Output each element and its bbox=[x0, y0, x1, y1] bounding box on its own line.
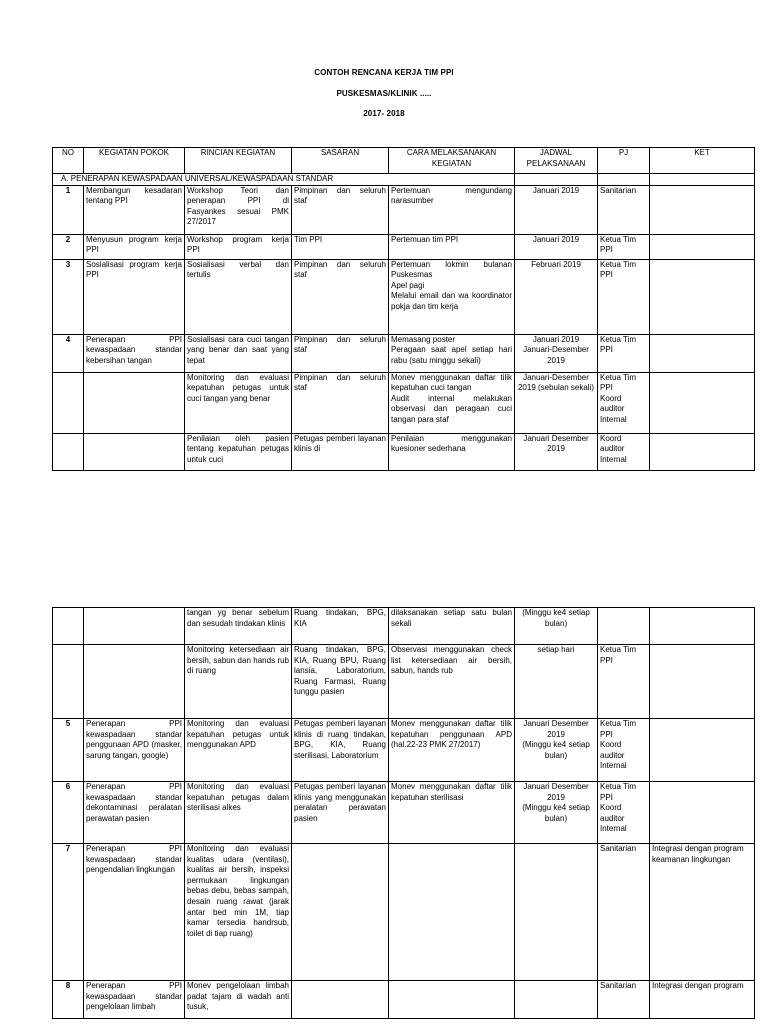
section-row bbox=[53, 174, 755, 186]
row-number bbox=[53, 608, 84, 645]
cara-cell: Monev menggunakan daftar tilik kepatuhan sterilisasi bbox=[389, 782, 515, 844]
pj-cell bbox=[598, 608, 650, 645]
col-header-rincian-kegiatan: RINCIAN KEGIATAN bbox=[185, 148, 292, 174]
cara-line: Pertemuan lokmin bulanan Puskesmas bbox=[391, 259, 512, 280]
sasaran-cell: Pimpinan dan seluruh staf bbox=[292, 372, 389, 433]
pj-cell: Sanitarian bbox=[598, 981, 650, 1019]
ket-cell bbox=[650, 608, 755, 645]
cara-cell: Pertemuan mengundang narasumber bbox=[389, 185, 515, 234]
section-title: A. PENERAPAN KEWASPADAAN UNIVERSAL/KEWASPADAAN STANDAR bbox=[53, 174, 515, 186]
jadwal-cell: Januari-Desember 2019 (sebulan sekali) bbox=[515, 372, 598, 433]
kegiatan-pokok-cell: Penerapan PPI kewaspadaan standar kebersihan tangan bbox=[84, 334, 185, 372]
cara-cell bbox=[389, 372, 515, 433]
cara-cell bbox=[389, 844, 515, 981]
pj-cell bbox=[598, 719, 650, 782]
ket-cell bbox=[650, 782, 755, 844]
rincian-cell: Monev pengelolaan limbah padat tajam di wadah anti tusuk, bbox=[185, 981, 292, 1019]
jadwal-cell: Februari 2019 bbox=[515, 259, 598, 334]
kegiatan-pokok-cell: Penerapan PPI kewaspadaan standar penggunaan APD (masker, sarung tangan, google) bbox=[84, 719, 185, 782]
table-row bbox=[53, 981, 755, 1019]
rincian-cell: Penilaian oleh pasien tentang kepatuhan petugas untuk cuci bbox=[185, 433, 292, 470]
row-number: 8 bbox=[53, 981, 84, 1019]
table-row bbox=[53, 719, 755, 782]
cara-cell: Observasi menggunakan check list ketersediaan air bersih, sabun, hands rub bbox=[389, 645, 515, 719]
jadwal-cell: setiap hari bbox=[515, 645, 598, 719]
table-row bbox=[53, 844, 755, 981]
row-number: 6 bbox=[53, 782, 84, 844]
kegiatan-pokok-cell bbox=[84, 372, 185, 433]
pj-cell: Ketua Tim PPI bbox=[598, 334, 650, 372]
sasaran-cell: Ruang tindakan, BPG, KIA bbox=[292, 608, 389, 645]
rincian-cell: Monitoring dan evaluasi kepatuhan petugas untuk menggunakan APD bbox=[185, 719, 292, 782]
col-header-jadwal: JADWAL PELAKSANAAN bbox=[515, 148, 598, 174]
pj-line: Ketua Tim PPI bbox=[600, 782, 637, 802]
row-number: 7 bbox=[53, 844, 84, 981]
rincian-cell: Monitoring ketersediaan air bersih, sabun dan hands rub di ruang bbox=[185, 645, 292, 719]
table-row bbox=[53, 782, 755, 844]
kegiatan-pokok-cell: Sosialisasi program kerja PPI bbox=[84, 259, 185, 334]
cara-cell bbox=[389, 259, 515, 334]
cara-line: Audit internal melakukan observasi dan peragaan cuci tangan para staf bbox=[391, 393, 512, 424]
ket-cell bbox=[650, 372, 755, 433]
sasaran-cell: Pimpinan dan seluruh staf bbox=[292, 259, 389, 334]
jadwal-cell bbox=[515, 782, 598, 844]
col-header-kegiatan-pokok: KEGIATAN POKOK bbox=[84, 148, 185, 174]
sasaran-cell: Ruang tindakan, BPG, KIA, Ruang BPU, Ruang lansia, Laboratorium, Ruang Farmasi, Ruang tunggu pasien bbox=[292, 645, 389, 719]
sasaran-cell bbox=[292, 844, 389, 981]
table-cell bbox=[515, 174, 598, 186]
table-row bbox=[53, 608, 755, 645]
table-row bbox=[53, 645, 755, 719]
kegiatan-pokok-cell: Penerapan PPI kewaspadaan standar pengendalian lingkungan bbox=[84, 844, 185, 981]
kegiatan-pokok-cell: Membangun kesadaran tentang PPI bbox=[84, 185, 185, 234]
col-header-no: NO bbox=[53, 148, 84, 174]
jadwal-cell: Januari Desember 2019 bbox=[515, 433, 598, 470]
ket-cell bbox=[650, 334, 755, 372]
jadwal-line: (Minggu ke4 setiap bulan) bbox=[522, 803, 590, 823]
pj-cell bbox=[598, 782, 650, 844]
jadwal-line: Januari Desember 2019 bbox=[523, 782, 589, 802]
cara-line: Apel pagi bbox=[391, 280, 425, 290]
sasaran-cell: Petugas pemberi layanan klinis di ruang tindakan, BPG, KIA, Ruang sterilisasi, Laboratorium bbox=[292, 719, 389, 782]
cara-line: Memasang poster bbox=[391, 334, 456, 344]
pj-cell: Sanitarian bbox=[598, 185, 650, 234]
jadwal-cell: Januari 2019 bbox=[515, 234, 598, 259]
pj-line: Koord auditor Internal bbox=[600, 803, 627, 834]
sasaran-cell: Tim PPI bbox=[292, 234, 389, 259]
cara-cell: dilaksanakan setiap satu bulan sekali bbox=[389, 608, 515, 645]
table-cell bbox=[650, 174, 755, 186]
sasaran-cell: Petugas pemberi layanan klinis di bbox=[292, 433, 389, 470]
cara-cell bbox=[389, 334, 515, 372]
pj-line: Ketua Tim PPI bbox=[600, 372, 637, 393]
pj-cell: Sanitarian bbox=[598, 844, 650, 981]
document-year: 2017- 2018 bbox=[363, 109, 405, 118]
pj-line: Ketua Tim PPI bbox=[600, 719, 637, 739]
cara-cell: Penilaian menggunakan kuesioner sederhana bbox=[389, 433, 515, 470]
cara-line: Peragaan saat apel setiap hari rabu (satu minggu sekali) bbox=[391, 345, 512, 365]
sasaran-cell bbox=[292, 981, 389, 1019]
row-number: 5 bbox=[53, 719, 84, 782]
jadwal-line: (Minggu ke4 setiap bulan) bbox=[522, 740, 590, 760]
pj-cell: Koord auditor Internal bbox=[598, 433, 650, 470]
col-header-pj: PJ bbox=[598, 148, 650, 174]
row-number: 4 bbox=[53, 334, 84, 372]
jadwal-line: Januari 2019 bbox=[532, 334, 580, 344]
work-plan-table-page2 bbox=[52, 607, 755, 1019]
cara-line: Melalui email dan wa koordinator pokja dan tim kerja bbox=[391, 291, 512, 311]
jadwal-cell: (Minggu ke4 setiap bulan) bbox=[515, 608, 598, 645]
row-number bbox=[53, 645, 84, 719]
kegiatan-pokok-cell: Penerapan PPI kewaspadaan standar pengelolaan limbah bbox=[84, 981, 185, 1019]
jadwal-line: Januari-Desember 2019 bbox=[523, 345, 589, 365]
table-row bbox=[53, 334, 755, 372]
row-number: 3 bbox=[53, 259, 84, 334]
ket-cell bbox=[650, 259, 755, 334]
col-header-cara-melaksanakan: CARA MELAKSANAKAN KEGIATAN bbox=[389, 148, 515, 174]
table-cell bbox=[598, 174, 650, 186]
row-number: 1 bbox=[53, 185, 84, 234]
ket-cell: Integrasi dengan program keamanan lingkungan bbox=[650, 844, 755, 981]
ket-cell bbox=[650, 719, 755, 782]
table-row bbox=[53, 372, 755, 433]
kegiatan-pokok-cell: Menyusun program kerja PPI bbox=[84, 234, 185, 259]
kegiatan-pokok-cell bbox=[84, 433, 185, 470]
document-title: CONTOH RENCANA KERJA TIM PPI bbox=[314, 68, 454, 77]
rincian-cell: Monitoring dan evaluasi kualitas udara (ventilasi), kualitas air bersih, inspeksi permukaan lingkungan bebas debu, bebas sampah, desain ruang rawat (jarak antar bed min 1M, tiap kamar tersedia handrsub, toilet di tiap ruang) bbox=[185, 844, 292, 981]
pj-line: Koord auditor Internal bbox=[600, 393, 627, 424]
cara-cell bbox=[389, 981, 515, 1019]
rincian-cell: Workshop program kerja PPI bbox=[185, 234, 292, 259]
ket-cell bbox=[650, 234, 755, 259]
jadwal-cell bbox=[515, 981, 598, 1019]
rincian-cell: Monitoring dan evaluasi kepatuhan petugas untuk cuci tangan yang benar bbox=[185, 372, 292, 433]
pj-cell: Ketua Tim PPI bbox=[598, 234, 650, 259]
row-number bbox=[53, 372, 84, 433]
table-row bbox=[53, 185, 755, 234]
table-row bbox=[53, 433, 755, 470]
ket-cell bbox=[650, 433, 755, 470]
ket-cell: Integrasi dengan program bbox=[650, 981, 755, 1019]
jadwal-cell bbox=[515, 334, 598, 372]
pj-cell: Ketua Tim PPI bbox=[598, 259, 650, 334]
ket-cell bbox=[650, 645, 755, 719]
kegiatan-pokok-cell: Penerapan PPI kewaspadaan standar dekontaminasi peralatan perawatan pasien bbox=[84, 782, 185, 844]
pj-cell: Ketua Tim PPI bbox=[598, 645, 650, 719]
cara-cell: Pertemuan tim PPI bbox=[389, 234, 515, 259]
jadwal-cell bbox=[515, 719, 598, 782]
kegiatan-pokok-cell bbox=[84, 608, 185, 645]
sasaran-cell: Pimpinan dan seluruh staf bbox=[292, 334, 389, 372]
document-subtitle: PUSKESMAS/KLINIK ..... bbox=[336, 89, 432, 98]
rincian-cell: Sosialisasi verbal dan tertulis bbox=[185, 259, 292, 334]
table-row bbox=[53, 234, 755, 259]
col-header-ket: KET bbox=[650, 148, 755, 174]
rincian-cell: Workshop Teori dan penerapan PPI di Fasyankes sesuai PMK 27/2017 bbox=[185, 185, 292, 234]
sasaran-cell: Pimpinan dan seluruh staf bbox=[292, 185, 389, 234]
kegiatan-pokok-cell bbox=[84, 645, 185, 719]
row-number bbox=[53, 433, 84, 470]
rincian-cell: tangan yg benar sebelum dan sesudah tindakan klinis bbox=[185, 608, 292, 645]
work-plan-table-page1 bbox=[52, 147, 755, 471]
cara-cell: Monev menggunakan daftar tilik kepatuhan penggunaan APD (hal.22-23 PMK 27/2017) bbox=[389, 719, 515, 782]
rincian-cell: Monitoring dan evaluasi kepatuhan petugas dalam sterilisasi alkes bbox=[185, 782, 292, 844]
pj-line: Koord auditor Internal bbox=[600, 740, 627, 771]
jadwal-cell: Januari 2019 bbox=[515, 185, 598, 234]
jadwal-line: Januari Desember 2019 bbox=[523, 719, 589, 739]
table-row bbox=[53, 259, 755, 334]
sasaran-cell: Petugas pemberi layanan klinis yang menggunakan peralatan perawatan pasien bbox=[292, 782, 389, 844]
rincian-cell: Sosialisasi cara cuci tangan yang benar dan saat yang tepat bbox=[185, 334, 292, 372]
cara-line: Monev menggunakan daftar tilik kepatuhan cuci tangan bbox=[391, 372, 512, 393]
col-header-sasaran: SASARAN bbox=[292, 148, 389, 174]
ket-cell bbox=[650, 185, 755, 234]
table-header-row bbox=[53, 148, 755, 174]
pj-cell bbox=[598, 372, 650, 433]
jadwal-cell bbox=[515, 844, 598, 981]
row-number: 2 bbox=[53, 234, 84, 259]
